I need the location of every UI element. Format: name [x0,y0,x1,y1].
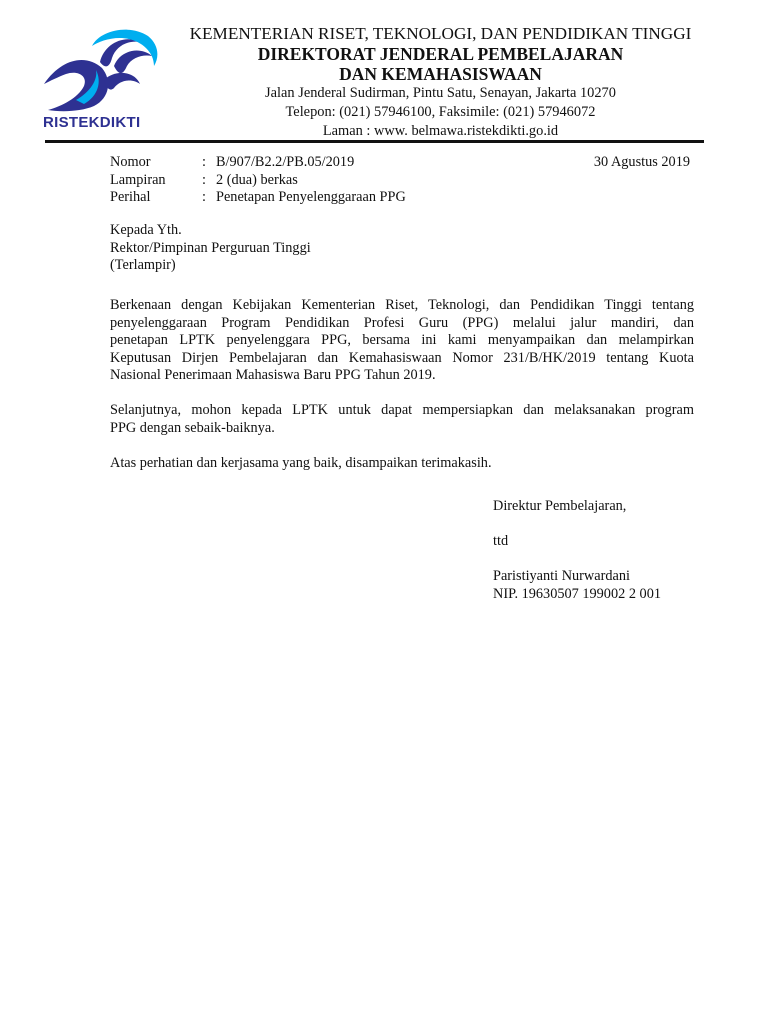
addressee-line: Kepada Yth. [110,222,182,238]
meta-value: Penetapan Penyelenggaraan PPG [216,189,406,205]
directorate-name-line-1: DIREKTORAT JENDERAL PEMBELAJARAN [257,44,624,64]
body-paragraph-2 [110,402,694,437]
website: Laman : www. belmawa.ristekdikti.go.id [322,123,559,139]
meta-label: Nomor [110,154,151,170]
letter-body [110,297,694,490]
paragraph-line: penetapan LPTK penyelenggara PPG, bersama ini kami menyampaikan dan melampirkan [110,332,694,348]
office-address: Jalan Jenderal Sudirman, Pintu Satu, Senayan, Jakarta 10270 [265,85,616,101]
meta-label: Perihal [110,189,151,205]
directorate-name-line-2: DAN KEMAHASISWAAN [339,64,542,84]
meta-row-perihal [110,189,406,207]
signature-block [493,498,661,603]
paragraph-line: Keputusan Dirjen Pembelajaran dan Kemahasiswaan Nomor 231/B/HK/2019 tentang Kuota [110,349,694,366]
signatory-nip: NIP. 19630507 199002 2 001 [493,585,661,602]
signatory-name: Paristiyanti Nurwardani [493,568,630,584]
letterhead [168,24,713,141]
letterhead-divider [45,140,704,143]
ministry-name: KEMENTERIAN RISET, TEKNOLOGI, DAN PENDIDIKAN TINGGI [189,24,692,43]
addressee [110,222,311,275]
letter-date: 30 Agustus 2019 [593,154,690,170]
meta-colon: : [202,154,206,170]
body-paragraph-1 [110,297,694,385]
logo [40,26,162,136]
ristekdikti-emblem-icon [40,26,162,116]
signature-mark: ttd [493,533,509,549]
paragraph-line: Atas perhatian dan kerjasama yang baik, disampaikan terimakasih. [110,454,492,471]
paragraph-line: Nasional Penerimaan Mahasiswa Baru PPG Tahun 2019. [110,367,436,383]
meta-colon: : [202,189,206,205]
phone-fax: Telepon: (021) 57946100, Faksimile: (021) 57946072 [285,104,596,120]
addressee-line: (Terlampir) [110,257,176,273]
paragraph-line: penyelenggaraan Program Pendidikan Profesi Guru (PPG) melalui jalur mandiri, dan [110,314,694,331]
signatory-title: Direktur Pembelajaran, [493,498,627,514]
meta-row-lampiran [110,172,406,190]
meta-colon: : [202,171,206,188]
letter-meta [110,154,406,207]
logo-wordmark: RISTEKDIKTI [43,114,141,131]
paragraph-line: Berkenaan dengan Kebijakan Kementerian Riset, Teknologi, dan Pendidikan Tinggi tentang [110,297,694,313]
meta-value: 2 (dua) berkas [216,171,298,188]
paragraph-line: PPG dengan sebaik-baiknya. [110,419,275,436]
body-paragraph-3 [110,455,694,473]
meta-value: B/907/B2.2/PB.05/2019 [216,154,355,170]
paragraph-line: Selanjutnya, mohon kepada LPTK untuk dapat mempersiapkan dan melaksanakan program [110,402,694,418]
addressee-line: Rektor/Pimpinan Perguruan Tinggi [110,239,311,256]
meta-row-nomor [110,154,406,172]
meta-label: Lampiran [110,171,166,188]
